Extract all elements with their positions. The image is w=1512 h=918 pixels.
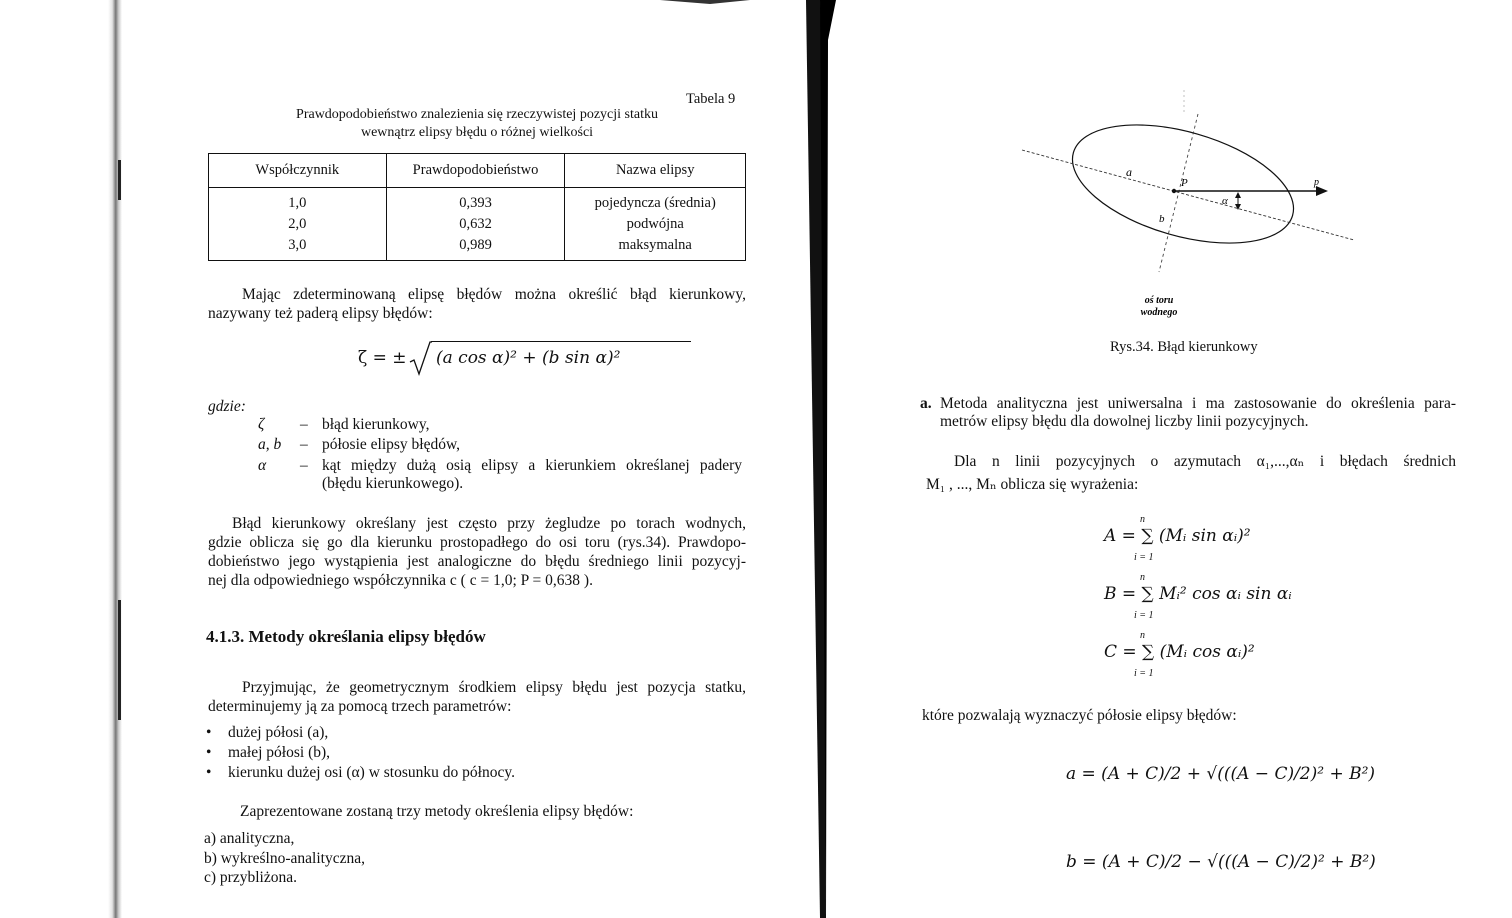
definition-text: błąd kierunkowy, (322, 416, 430, 433)
definition-symbol: a, b (258, 436, 282, 453)
definition-symbol: α (258, 457, 267, 474)
position-point (1172, 189, 1176, 193)
paragraph-line: determinujemy ją za pomocą trzech parametrów: (208, 698, 512, 715)
table-cell: pojedyncza (średnia) (594, 195, 716, 211)
method-item: a) analityczna, (204, 830, 295, 847)
equation-B (1104, 574, 1324, 622)
equation-text: B = ∑ Mᵢ² cos αᵢ sin αᵢ (1104, 584, 1292, 604)
definition-dash: – (300, 436, 308, 453)
book-gutter (806, 0, 836, 918)
label-alpha: α (1222, 195, 1228, 207)
left-page (122, 0, 806, 918)
definition-dash: – (300, 457, 308, 474)
coefficient-column (209, 188, 387, 261)
sum-lower: i = 1 (1134, 668, 1154, 679)
sum-lower: i = 1 (1134, 610, 1154, 621)
definition-text: kąt między dużą osią elipsy a kierunkiem określanej padery (322, 457, 742, 474)
paragraph-line: dobieństwo jego wystąpienia jest analogiczne do błędu średniego linii pozycyj- (208, 553, 746, 570)
paragraph-line: Dla n linii pozycyjnych o azymutach α₁,...,αₙ i błędach średnich (954, 453, 1456, 470)
label-b: b (1159, 213, 1165, 225)
paragraph-line: które pozwalają wyznaczyć półosie elipsy błędów: (922, 707, 1237, 724)
list-marker: a. (920, 395, 932, 412)
paragraph-line: metrów elipsy błędu dla dowolnej liczby linii pozycyjnych. (940, 413, 1309, 430)
bullet-item: • kierunku dużej osi (α) w stosunku do północy. (228, 763, 515, 783)
equation-a: a = (A + C)/2 + √(((A − C)/2)² + B²) (1066, 764, 1376, 784)
table-header-cell: Nazwa elipsy (565, 154, 746, 188)
paragraph-line: nej dla odpowiedniego współczynnika c ( c = 1,0; P = 0,638 ). (208, 572, 593, 589)
definition-symbol: ζ (258, 416, 265, 433)
table-number: Tabela 9 (686, 91, 736, 107)
ellipse-name-column (565, 188, 746, 261)
formula-body: (a cos α)² + (b sin α)² (436, 348, 621, 368)
where-label: gdzie: (208, 398, 246, 415)
paragraph-line: Metoda analityczna jest uniwersalna i ma zastosowanie do określenia para- (940, 395, 1456, 412)
sum-upper: n (1140, 630, 1145, 641)
label-a: a (1126, 165, 1132, 179)
paragraph-line: Mając zdeterminowaną elipsę błędów można określić błąd kierunkowy, (242, 286, 746, 303)
table-cell: 0,632 (459, 216, 492, 232)
label-p: p (1314, 177, 1319, 188)
paragraph-line: gdzie oblicza się go dla kierunku prostopadłego do osi toru (rys.34). Prawdopo- (208, 534, 746, 551)
paragraph-line: nazywany też paderą elipsy błędów: (208, 305, 433, 322)
equation-text: A = ∑ (Mᵢ sin αᵢ)² (1104, 526, 1251, 546)
bullet-item: • dużej półosi (a), (228, 723, 328, 743)
definition-row (258, 435, 758, 455)
table-caption-line: wewnątrz elipsy błędu o różnej wielkości (360, 125, 594, 140)
probability-table (208, 153, 746, 261)
table-caption (208, 106, 746, 142)
paragraph-line: Przyjmując, że geometrycznym środkiem elipsy błędu jest pozycja statku, (242, 679, 746, 696)
formula-lhs: ζ = ± (358, 348, 407, 368)
equation-C (1104, 632, 1324, 680)
scan-left-edge (108, 0, 122, 918)
waterway-axis-line (1159, 114, 1198, 272)
bullet-item: • małej półosi (b), (228, 743, 330, 763)
table-cell: 0,989 (459, 237, 492, 253)
sqrt-symbol (408, 340, 432, 376)
sqrt-bar (431, 341, 691, 342)
definition-text: półosie elipsy błędów, (322, 436, 461, 453)
table-cell: maksymalna (618, 237, 692, 253)
equation-b: b = (A + C)/2 − √(((A − C)/2)² + B²) (1066, 852, 1376, 872)
table-cell: 1,0 (288, 195, 307, 211)
table-cell: 0,393 (459, 195, 492, 211)
definition-row (258, 415, 758, 435)
table-header-cell: Współczynnik (209, 154, 387, 188)
definition-row (258, 456, 758, 476)
scan-speck (118, 600, 121, 720)
definition-continuation: (błędu kierunkowego). (322, 475, 464, 492)
sum-upper: n (1140, 572, 1145, 583)
axis-label: oś toru (1144, 295, 1174, 306)
table-caption-line: Prawdopodobieństwo znalezienia się rzeczywistej pozycji statku (296, 107, 658, 122)
method-item: c) przybliżona. (204, 869, 297, 886)
figure-caption: Rys.34. Błąd kierunkowy (1110, 339, 1258, 355)
right-page (836, 0, 1512, 918)
directional-error-diagram (1016, 90, 1376, 320)
axis-label: wodnego (1140, 307, 1178, 318)
scan-speck (118, 160, 121, 200)
section-heading: 4.1.3. Metody określania elipsy błędów (206, 627, 486, 646)
equation-text: C = ∑ (Mᵢ cos αᵢ)² (1104, 642, 1255, 662)
table-cell: 2,0 (288, 216, 307, 232)
table-header-row (209, 154, 746, 188)
definition-dash: – (300, 416, 308, 433)
method-item: b) wykreślno-analityczna, (204, 850, 365, 867)
sum-lower: i = 1 (1134, 552, 1154, 563)
table-cell: 3,0 (288, 237, 307, 253)
table-header-cell: Prawdopodobieństwo (386, 154, 565, 188)
sum-upper: n (1140, 514, 1145, 525)
paragraph-line: M₁ , ..., Mₙ oblicza się wyrażenia: (926, 476, 1139, 493)
table-cell: podwójna (626, 216, 684, 232)
label-P: P (1181, 177, 1188, 189)
paragraph-line: Błąd kierunkowy określany jest często przy żegludze po torach wodnych, (232, 515, 746, 532)
paragraph-line: Zaprezentowane zostaną trzy metody określenia elipsy błędów: (240, 803, 634, 820)
angle-arrow-icon (1235, 192, 1241, 198)
major-axis-line (1022, 150, 1354, 240)
equation-A (1104, 516, 1324, 564)
probability-column (386, 188, 565, 261)
table-body-row (209, 188, 746, 261)
